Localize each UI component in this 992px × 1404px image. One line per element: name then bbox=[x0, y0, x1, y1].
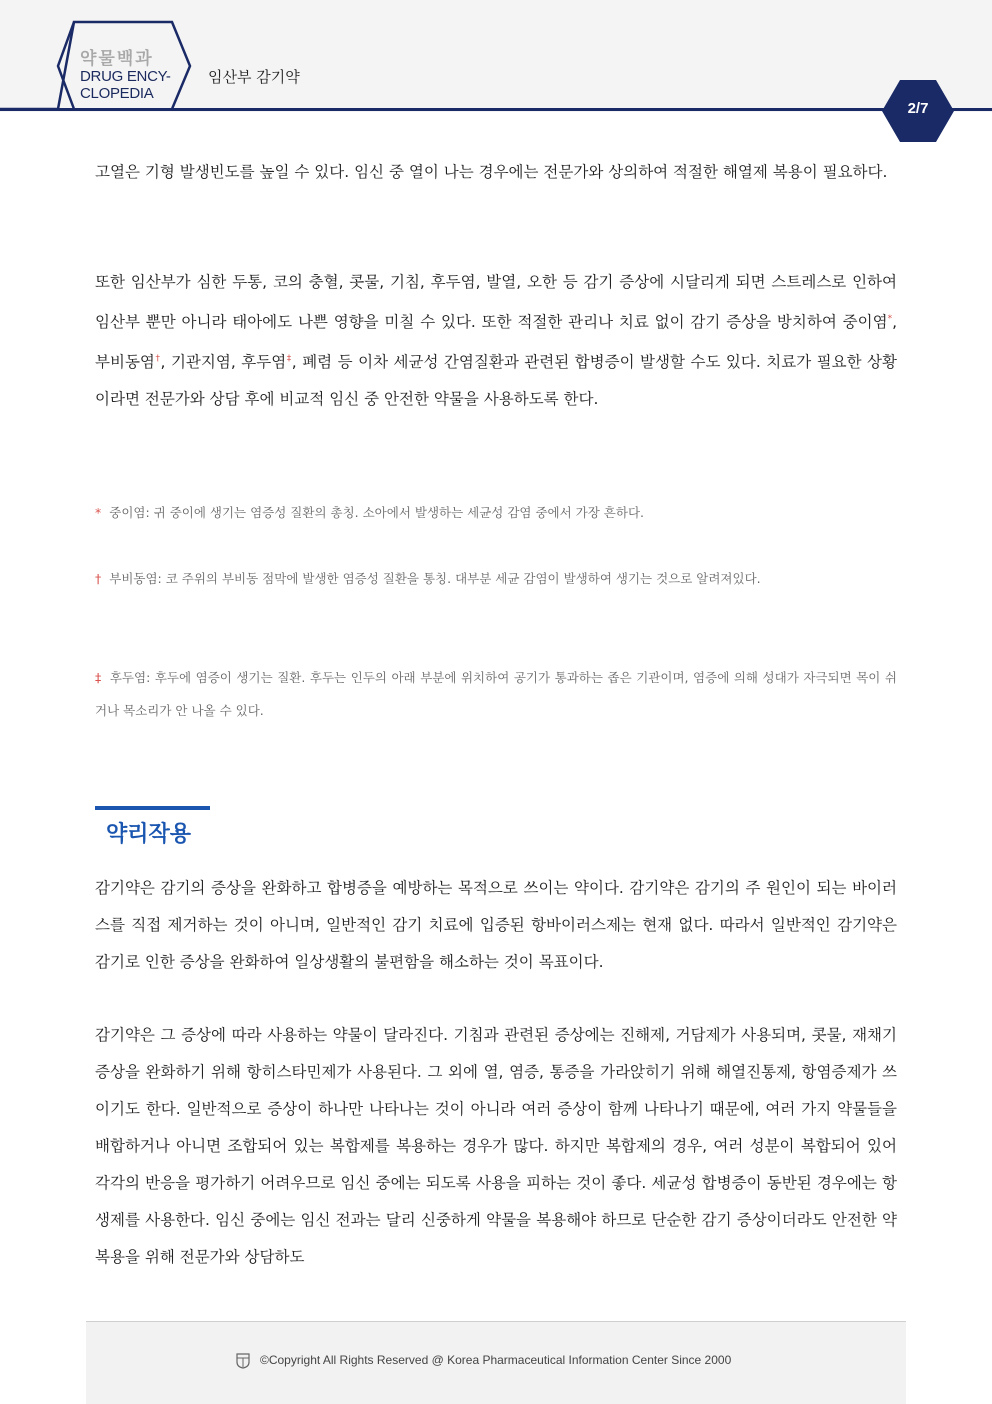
shield-logo-icon bbox=[236, 1353, 250, 1369]
logo-korean-text: 약물백과 bbox=[80, 49, 154, 69]
page-number: 2/7 bbox=[907, 100, 929, 117]
paragraph-text: , 폐렴 등 이차 세균성 간염질환과 관련된 합병증이 발생할 수도 있다. 치료가 필요한 상황이라면 전문가와 상담 후에 비교적 임신 중 안전한 약물을 사용하도록 한다. bbox=[95, 353, 898, 409]
paragraph-pharmacology: 감기약은 감기의 증상을 완화하고 합병증을 예방하는 목적으로 쓰이는 약이다. 감기약은 감기의 주 원인이 되는 바이러스를 직접 제거하는 것이 아니며, 일반적인 감기 치료에 입증된 항바이러스제는 현재 없다. 따라서 일반적인 감기약은 감기로 인한 증상을 완화하여 일상생활의 불편함을 해소하는 것이 목표이다. bbox=[95, 879, 897, 971]
footnote-ref-otitis[interactable]: * bbox=[887, 314, 893, 324]
section-title: 약리작용 bbox=[106, 822, 192, 847]
logo-english-text bbox=[80, 68, 190, 102]
logo-english-line1: DRUG ENCY- bbox=[80, 68, 171, 85]
paragraph-drug-usage: 감기약은 그 증상에 따라 사용하는 약물이 달라진다. 기침과 관련된 증상에는 진해제, 거담제가 사용되며, 콧물, 재채기 증상을 완화하기 위해 항히스타민제가 사용된다. 그 외에 열, 염증, 통증을 가라앉히기 위해 해열진통제, 항염증제가 쓰이기도 한다. 일반적으로 증상이 하나만 나타나는 것이 아니라 여러 증상이 함께 나타나기 때문에, 여러 가지 약물들을 배합하거나 아니면 조합되어 있는 복합제를 복용하는 경우가 많다. 하지만 복합제의 경우, 여러 성분이 복합되어 있어 각각의 반응을 평가하기 어려우므로 임신 중에는 되도록 사용을 피하는 것이 좋다. 세균성 합병증이 동반된 경우에는 항생제를 사용한다. 임신 중에는 임신 전과는 달리 신중하게 약물을 복용해야 하므로 단순한 감기 증상이더라도 안전한 약 복용을 위해 전문가와 상담하도 bbox=[95, 1026, 897, 1266]
footnote-text: 후두염: 후두에 염증이 생기는 질환. 후두는 인두의 아래 부분에 위치하여 공기가 통과하는 좁은 기관이며, 염증에 의해 성대가 자극되면 목이 쉬거나 목소리가 안 나올 수 있다. bbox=[95, 670, 897, 718]
paragraph-complications bbox=[95, 264, 897, 418]
document-title: 임산부 감기약 bbox=[208, 68, 300, 86]
footnote-text: 부비동염: 코 주위의 부비동 점막에 발생한 염증성 질환을 통칭. 대부분 세균 감염이 발생하여 생기는 것으로 알려져있다. bbox=[109, 571, 761, 586]
footnote-text: 중이염: 귀 중이에 생기는 염증성 질환의 총칭. 소아에서 발생하는 세균성 감염 중에서 가장 흔하다. bbox=[109, 505, 644, 520]
footnote-mark: * bbox=[95, 505, 102, 520]
footnote-ref-laryngitis[interactable]: ‡ bbox=[286, 354, 292, 365]
paragraph-text: , 부비동염 bbox=[95, 313, 897, 372]
footnote-mark: † bbox=[95, 571, 102, 586]
footnote-laryngitis bbox=[95, 661, 897, 727]
footnote-otitis bbox=[95, 496, 897, 529]
footnote-ref-sinusitis[interactable]: † bbox=[154, 354, 161, 365]
header-divider bbox=[0, 108, 992, 111]
paragraph-fever: 고열은 기형 발생빈도를 높일 수 있다. 임신 중 열이 나는 경우에는 전문가와 상의하여 적절한 해열제 복용이 필요하다. bbox=[95, 163, 888, 181]
section-accent-bar bbox=[95, 806, 210, 810]
paragraph-text: 또한 임산부가 심한 두통, 코의 충혈, 콧물, 기침, 후두염, 발열, 오한 등 감기 증상에 시달리게 되면 스트레스로 인하여 임산부 뿐만 아니라 태아에도 나쁜 영향을 미칠 수 있다. 또한 적절한 관리나 치료 없이 감기 증상을 방치하여 중이염 bbox=[95, 273, 897, 332]
logo-english-line2: CLOPEDIA bbox=[80, 85, 154, 102]
footnote-mark: ‡ bbox=[95, 670, 102, 685]
copyright-text: ©Copyright All Rights Reserved @ Korea Pharmaceutical Information Center Since 2000 bbox=[260, 1353, 732, 1367]
paragraph-text: , 기관지염, 후두염 bbox=[160, 353, 287, 372]
footnote-sinusitis bbox=[95, 562, 897, 595]
